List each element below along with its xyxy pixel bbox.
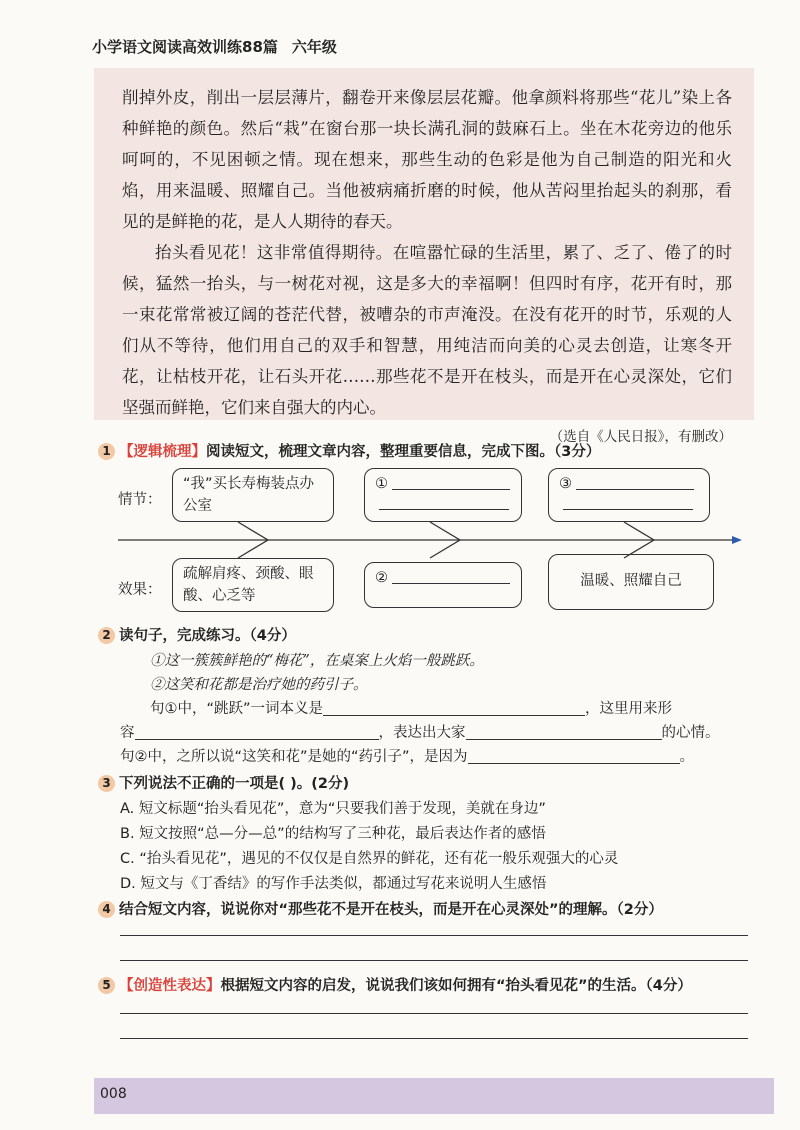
sentence-1: ①这一簇簇鲜艳的“梅花”，在桌案上火焰一般跳跃。 — [150, 653, 484, 669]
option-b[interactable]: B. 短文按照“总—分—总”的结构写了三种花，最后表达作者的感悟 — [120, 826, 546, 842]
page-number: 008 — [100, 1086, 127, 1102]
effect-box-1 — [172, 558, 334, 612]
timeline-arrowhead — [732, 536, 742, 544]
plot-box-1 — [172, 468, 334, 522]
sentence-2: ②这笑和花都是治疗她的药引子。 — [150, 677, 368, 693]
effect-box-3-text: 温暖、照耀自己 — [580, 573, 682, 589]
question-tag: 【创造性表达】 — [119, 978, 221, 994]
question-1 — [98, 440, 600, 461]
grade-label: 六年级 — [291, 38, 337, 56]
q2-line-3-text-a: 句②中，之所以说“这笑和花”是她的“药引子”，是因为 — [120, 749, 468, 765]
effect-label: 效果： — [118, 582, 162, 598]
effect-box-3 — [548, 554, 714, 610]
question-number: 3 — [98, 775, 115, 792]
question-4 — [98, 898, 663, 919]
question-5 — [98, 974, 692, 995]
plot-label: 情节： — [118, 492, 162, 508]
q2-line-3-text-b: 。 — [679, 749, 695, 765]
reading-passage — [94, 68, 754, 445]
answer-line[interactable] — [120, 960, 748, 961]
passage-paragraph-1: 削掉外皮，削出一层层薄片，翻卷开来像层层花瓣。他拿颜料将那些“花儿”染上各种鲜艳的颜色。然后“栽”在窗台那一块长满孔洞的鼓麻石上。坐在木花旁边的他乐呵呵的，不见困顿之情。现在想来，那些生动的色彩是他为自己制造的阳光和火焰，用来温暖、照耀自己。当他被病痛折磨的时候，他从苦闷里抬起头的刹那，看见的是鲜艳的花，是人人期待的春天。 — [122, 88, 732, 231]
answer-blank[interactable] — [576, 489, 694, 490]
answer-blank[interactable] — [323, 699, 585, 716]
answer-blank[interactable] — [466, 723, 662, 740]
plot-effect-diagram — [118, 466, 748, 616]
question-text: 根据短文内容的启发，说说我们该如何拥有“抬头看见花”的生活。（4分） — [220, 978, 692, 994]
book-title: 小学语文阅读高效训练88篇 — [92, 38, 278, 56]
book-header — [92, 36, 337, 57]
q2-line-1-text-a: 句①中，“跳跃”一词本义是 — [150, 701, 324, 717]
plot-box-2[interactable] — [364, 468, 522, 522]
answer-blank[interactable] — [563, 509, 693, 510]
question-tag: 【逻辑梳理】 — [119, 444, 206, 460]
blank-marker: ① — [375, 476, 388, 492]
answer-line[interactable] — [120, 1013, 748, 1014]
q2-line-2-text-a: 容 — [120, 725, 135, 741]
answer-blank[interactable] — [379, 509, 509, 510]
answer-line[interactable] — [120, 1038, 748, 1039]
option-d[interactable]: D. 短文与《丁香结》的写作手法类似，都通过写花来说明人生感悟 — [120, 876, 547, 892]
question-number: 2 — [98, 627, 115, 644]
answer-blank[interactable] — [468, 747, 680, 764]
blank-marker: ② — [375, 570, 388, 586]
question-number: 1 — [98, 443, 115, 460]
question-text: 结合短文内容，说说你对“那些花不是开在枝头，而是开在心灵深处”的理解。（2分） — [119, 902, 663, 918]
answer-blank[interactable] — [392, 583, 510, 584]
answer-blank[interactable] — [135, 723, 379, 740]
q2-line-2 — [120, 721, 720, 742]
answer-blank[interactable] — [392, 489, 510, 490]
option-a[interactable]: A. 短文标题“抬头看见花”，意为“只要我们善于发现，美就在身边” — [120, 801, 546, 817]
question-text: 阅读短文，梳理文章内容，整理重要信息，完成下图。（3分） — [206, 444, 601, 460]
question-number: 4 — [98, 901, 115, 918]
effect-box-2[interactable] — [364, 562, 522, 608]
page-footer — [94, 1078, 774, 1114]
plot-box-3[interactable] — [548, 468, 710, 522]
option-c[interactable]: C. “抬头看见花”，遇见的不仅仅是自然界的鲜花，还有花一般乐观强大的心灵 — [120, 851, 619, 867]
question-number: 5 — [98, 977, 115, 994]
q2-line-3 — [120, 745, 694, 766]
q2-line-2-text-c: 的心情。 — [661, 725, 720, 741]
q2-line-1-text-b: ，这里用来形 — [585, 701, 673, 717]
effect-box-1-text: 疏解肩疼、颈酸、眼酸、心乏等 — [183, 566, 314, 604]
q2-line-1 — [150, 697, 672, 718]
question-text: 下列说法不正确的一项是( )。(2分) — [119, 776, 350, 792]
question-3 — [98, 772, 349, 793]
passage-paragraph-2: 抬头看见花！这非常值得期待。在喧嚣忙碌的生活里，累了、乏了、倦了的时候，猛然一抬头，与一树花对视，这是多大的幸福啊！但四时有序，花开有时，那一束花常常被辽阔的苍茫代替，被嘈杂的市声淹没。在没有花开的时节，乐观的人们从不等待，他们用自己的双手和智慧，用纯洁而向美的心灵去创造，让寒冬开花，让枯枝开花，让石头开花……那些花不是开在枝头，而是开在心灵深处，它们坚强而鲜艳，它们来自强大的内心。 — [122, 243, 732, 417]
answer-line[interactable] — [120, 935, 748, 936]
question-text: 读句子，完成练习。（4分） — [119, 628, 296, 644]
blank-marker: ③ — [559, 476, 572, 492]
question-2 — [98, 624, 296, 645]
q2-line-2-text-b: ，表达出大家 — [378, 725, 466, 741]
plot-box-1-text: “我”买长寿梅装点办公室 — [183, 476, 315, 514]
passage-source: （选自《人民日报》，有删改） — [549, 429, 732, 445]
